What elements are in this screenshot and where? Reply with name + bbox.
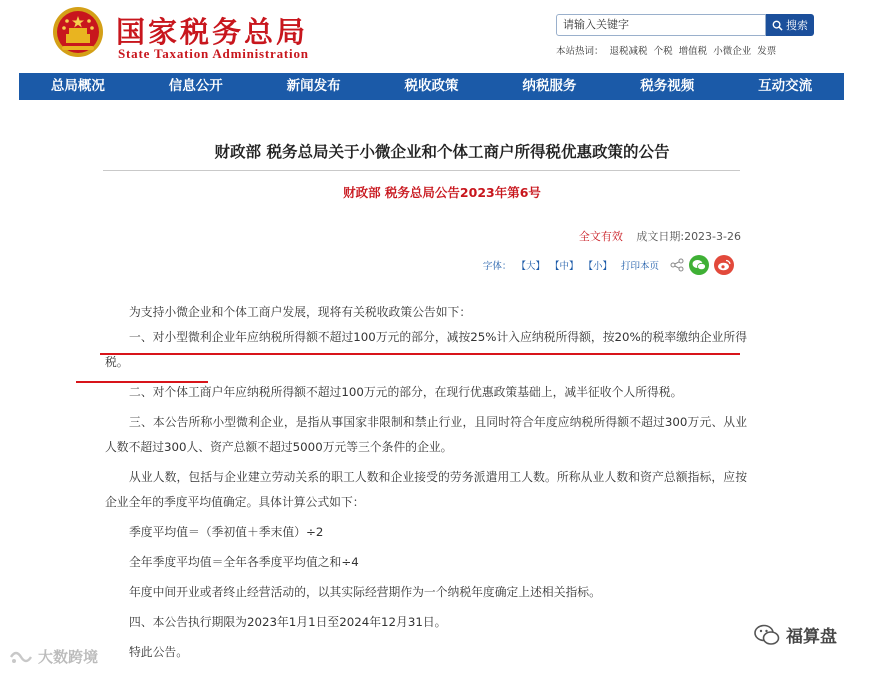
site-logo-cn[interactable]: 国家税务总局 xyxy=(116,15,309,49)
title-divider xyxy=(103,170,740,171)
hot-words xyxy=(556,43,779,57)
nav-item-overview[interactable]: 总局概况 xyxy=(50,78,105,94)
watermark-right-text: 福算盘 xyxy=(786,627,837,647)
nav-item-news[interactable]: 新闻发布 xyxy=(286,78,341,94)
hot-word-link[interactable]: 个税 xyxy=(653,46,673,57)
watermark-left xyxy=(8,646,98,667)
article-paragraph: 三、本公告所称小型微利企业，是指从事国家非限制和禁止行业，且同时符合年度应纳税所得额不超过300万元、从业人数不超过300人、资产总额不超过5000万元等三个条件的企业。 xyxy=(105,415,747,454)
article-tools xyxy=(483,254,734,276)
share-icon[interactable] xyxy=(670,258,684,272)
font-small-button[interactable]: 【小】 xyxy=(583,261,612,272)
search-button[interactable] xyxy=(766,14,814,36)
article-paragraph: 全年季度平均值＝全年各季度平均值之和÷4 xyxy=(129,555,359,569)
article-subtitle: 财政部 税务总局公告2023年第6号 xyxy=(343,185,541,200)
main-nav xyxy=(19,73,844,100)
nav-item-tax-service[interactable]: 纳税服务 xyxy=(522,78,577,94)
hot-word-link[interactable]: 发票 xyxy=(757,46,777,57)
weibo-icon xyxy=(717,259,731,271)
search-input[interactable]: 请输入关键字 xyxy=(556,14,766,36)
search-icon xyxy=(772,20,783,31)
wechat-icon xyxy=(692,259,706,271)
article-meta xyxy=(579,228,741,244)
article-paragraph: 季度平均值＝（季初值＋季末值）÷2 xyxy=(129,525,324,539)
hot-word-link[interactable]: 小微企业 xyxy=(713,46,752,57)
watermark-left-text: 大数跨境 xyxy=(38,648,99,666)
print-button[interactable]: 打印本页 xyxy=(620,261,659,272)
article-paragraph: 一、对小型微利企业年应纳税所得额不超过100万元的部分，减按25%计入应纳税所得额，按20%的税率缴纳企业所得税。 xyxy=(105,330,747,369)
full-text-status: 全文有效 xyxy=(578,230,623,243)
site-logo-en[interactable]: State Taxation Administration xyxy=(118,46,309,61)
article-paragraph: 从业人数，包括与企业建立劳动关系的职工人数和企业接受的劳务派遣用工人数。所称从业人数和资产总额指标，应按企业全年的季度平均值确定。具体计算公式如下： xyxy=(105,470,747,509)
wechat-share-icon[interactable] xyxy=(689,255,709,275)
weibo-share-icon[interactable] xyxy=(714,255,734,275)
hot-words-label: 本站热词： xyxy=(556,46,604,57)
article-paragraph: 二、对个体工商户年应纳税所得额不超过100万元的部分，在现行优惠政策基础上，减半征收个人所得税。 xyxy=(129,385,683,399)
site-header xyxy=(0,0,884,72)
wechat-watermark-icon xyxy=(754,624,780,646)
red-underline-annotation xyxy=(76,381,208,383)
font-large-button[interactable]: 【大】 xyxy=(516,261,545,272)
article-paragraph: 年度中间开业或者终止经营活动的，以其实际经营期作为一个纳税年度确定上述相关指标。 xyxy=(129,585,601,599)
search-button-label: 搜索 xyxy=(786,19,808,32)
nav-item-info-disclosure[interactable]: 信息公开 xyxy=(168,78,223,94)
hot-word-link[interactable]: 退税减税 xyxy=(609,46,648,57)
watermark-logo-icon xyxy=(8,648,34,666)
watermark-right xyxy=(754,622,837,647)
nav-item-interaction[interactable]: 互动交流 xyxy=(758,78,813,94)
article-title: 财政部 税务总局关于小微企业和个体工商户所得税优惠政策的公告 xyxy=(214,143,670,161)
nav-item-tax-policy[interactable]: 税收政策 xyxy=(404,78,459,94)
nav-item-tax-video[interactable]: 税务视频 xyxy=(640,78,695,94)
font-size-label: 字体： xyxy=(482,261,512,272)
article-paragraph: 四、本公告执行期限为2023年1月1日至2024年12月31日。 xyxy=(129,615,447,629)
font-medium-button[interactable]: 【中】 xyxy=(549,261,579,272)
article-paragraph: 特此公告。 xyxy=(129,645,188,659)
article-paragraph: 为支持小微企业和个体工商户发展，现将有关税收政策公告如下： xyxy=(129,305,472,319)
article-date: 成文日期:2023-3-26 xyxy=(636,230,741,243)
article-body xyxy=(105,300,747,670)
red-underline-annotation xyxy=(100,353,740,355)
national-emblem-icon[interactable] xyxy=(52,6,104,58)
hot-word-link[interactable]: 增值税 xyxy=(678,46,708,57)
